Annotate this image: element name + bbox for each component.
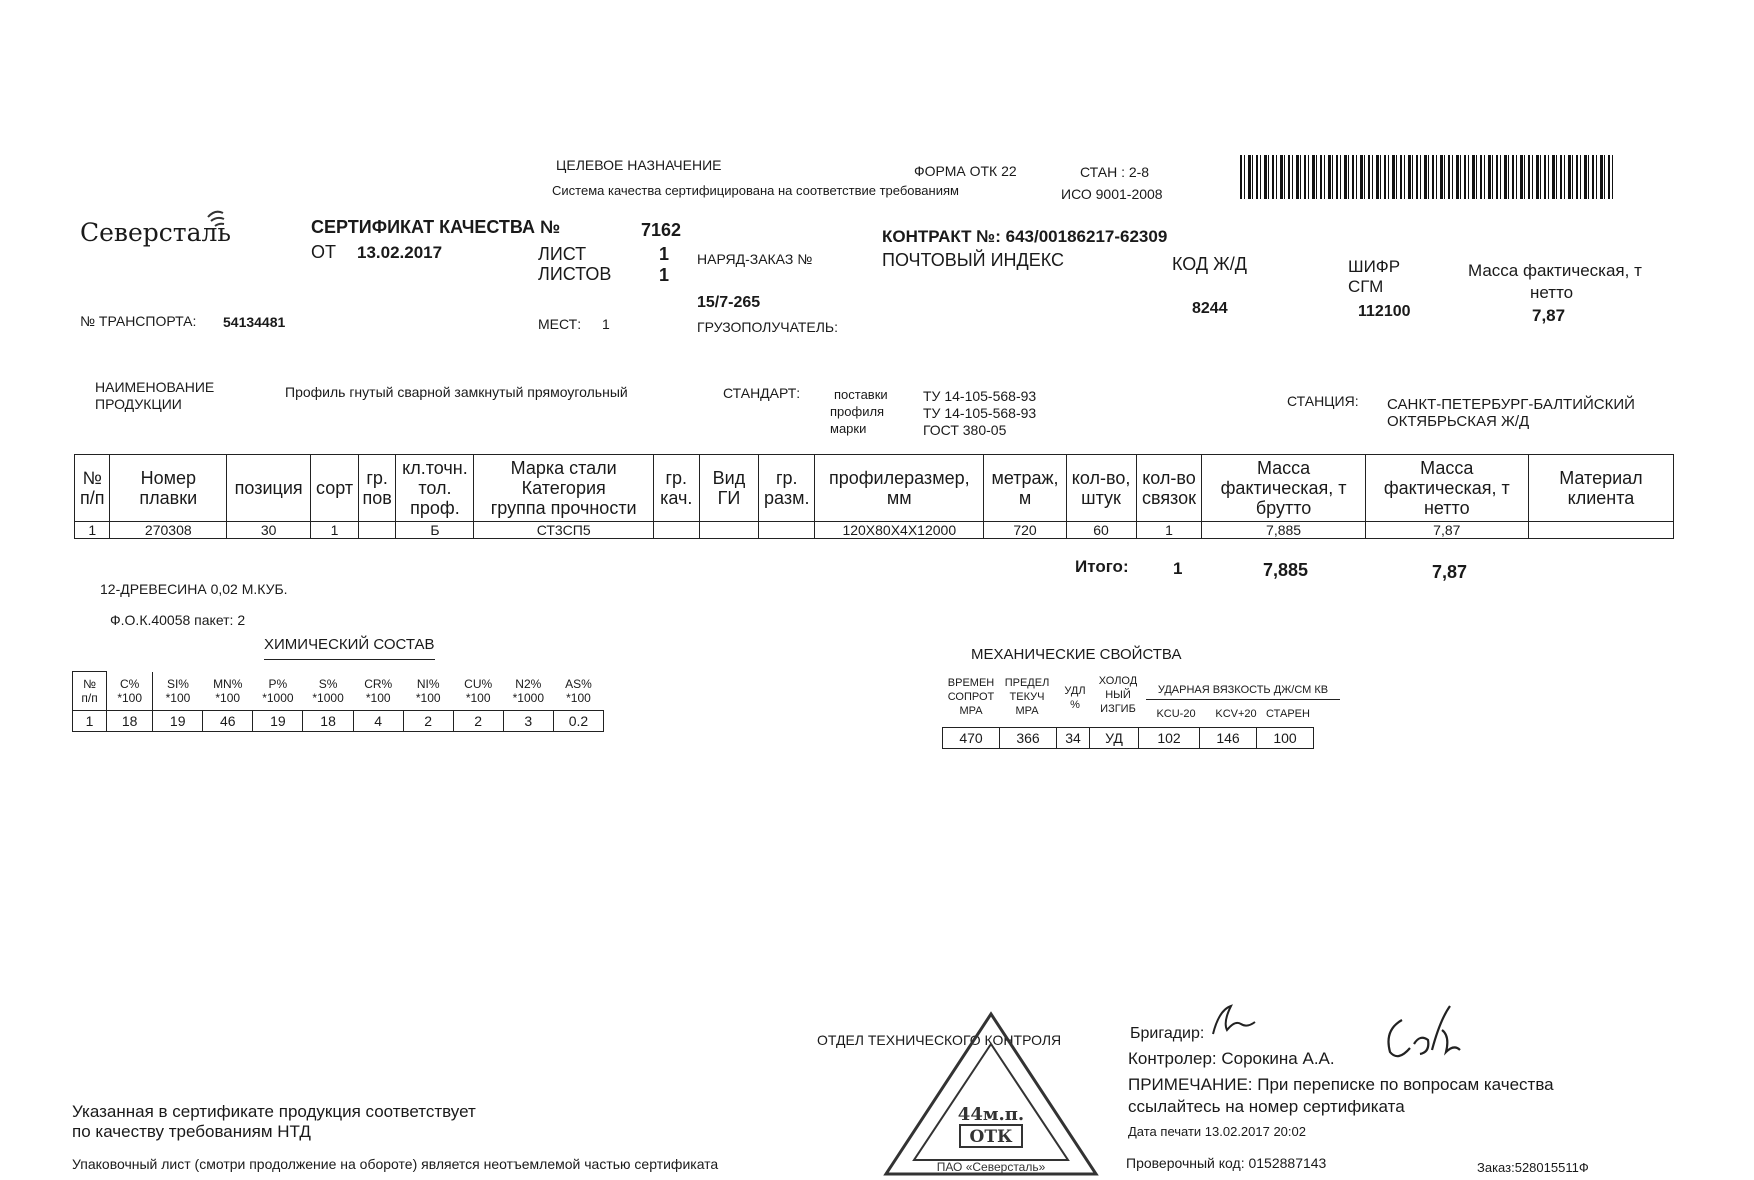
mech-header-yield: ПРЕДЕЛ ТЕКУЧ МРА [1004,677,1050,717]
controller-label: Контролер: Сорокина А.А. [1128,1049,1335,1068]
chem-header-cu: CU% *100 [464,676,493,705]
mech-value: УД [1090,728,1139,749]
supply-label: поставки [834,387,888,402]
chem-row-number: 1 [73,711,107,732]
chem-header-ni: NI% *100 [415,676,441,705]
header-cell: позиция [227,455,311,522]
header-cell: гр. пов [358,455,396,522]
check-code: Проверочный код: 0152887143 [1126,1155,1327,1171]
chem-value: 18 [107,711,153,732]
chem-value: 18 [303,711,353,732]
brigadier-signature-icon [1205,1000,1265,1040]
gi-type [699,522,759,539]
impact-aged: СТАРЕН [1266,708,1310,720]
chem-value: 2 [453,711,503,732]
mass-label-net: нетто [1530,283,1574,302]
length: 720 [984,522,1066,539]
postal-index-label: ПОЧТОВЫЙ ИНДЕКС [882,250,1065,270]
mech-header-tensile: ВРЕМЕН СОПРОТ МРА [947,677,995,717]
product-name-label-1: НАИМЕНОВАНИЕ [95,379,215,395]
mech-value: 100 [1257,728,1314,749]
cipher-value: 112100 [1358,303,1411,320]
mech-header-elongation: УДЛ % [1064,685,1086,711]
quality-group [653,522,699,539]
iso-standard: ИСО 9001-2008 [1061,186,1163,202]
header-cell: кол-во, штук [1066,455,1136,522]
chem-header-as: AS% *100 [565,676,592,705]
header-cell: Материал клиента [1528,455,1673,522]
rail-code-label: КОД Ж/Д [1172,254,1247,274]
compliance-text-1: Указанная в сертификате продукция соответствует [72,1102,476,1121]
surface-group [358,522,396,539]
chem-header-mn: MN% *100 [213,676,243,705]
chem-value: 4 [353,711,403,732]
sgm-label: СГМ [1348,277,1384,296]
bundles: 1 [1136,522,1202,539]
profile-label: профиля [830,404,885,419]
stamp-company: ПАО «Северсталь» [936,1160,1046,1174]
note-text-2: ссылайтесь на номер сертификата [1128,1097,1405,1116]
date-prefix: ОТ [311,242,336,262]
cipher-label: ШИФР [1348,257,1401,276]
contract-number: КОНТРАКТ №: 643/00186217-62309 [882,227,1168,246]
header-cell: кол-во связок [1136,455,1202,522]
chem-header-s: S% *1000 [312,676,344,705]
purpose-label: ЦЕЛЕВОЕ НАЗНАЧЕНИЕ [556,157,722,173]
chem-value: 2 [403,711,453,732]
certificate-label: СЕРТИФИКАТ КАЧЕСТВА № [311,217,561,237]
chem-header-cr: CR% *100 [364,676,393,705]
heat-number: 270308 [110,522,227,539]
order-label: НАРЯД-ЗАКАЗ № [697,251,813,267]
impact-kcu: KCU-20 [1156,708,1196,720]
certificate-number: 7162 [641,220,682,240]
station-name: САНКТ-ПЕТЕРБУРГ-БАЛТИЙСКИЙ [1387,396,1635,413]
total-label: Итого: [1075,557,1129,576]
severstal-logo: Северсталь [80,218,232,247]
total-gross: 7,885 [1263,560,1309,580]
chemistry-table [72,671,604,732]
places-value: 1 [602,316,610,332]
chem-value: 3 [503,711,553,732]
net-mass: 7,87 [1365,522,1528,539]
sheet-value: 1 [659,244,670,264]
size-group [759,522,815,539]
header-cell: кл.точн. тол. проф. [396,455,474,522]
stamp-number: 44м.п. [957,1104,1025,1125]
stamp-triangle [886,1014,1096,1174]
impact-strength-label: УДАРНАЯ ВЯЗКОСТЬ ДЖ/СМ КВ [1146,684,1340,700]
order-number: 15/7-265 [697,294,761,311]
chem-value: 19 [253,711,303,732]
chemistry-header [73,672,604,711]
impact-kcv: KCV+20 [1215,708,1257,720]
total-bundles: 1 [1173,559,1183,578]
product-table-row [75,522,1674,539]
mass-value: 7,87 [1532,306,1566,325]
standard-label: СТАНДАРТ: [723,385,801,401]
mech-value: 146 [1200,728,1257,749]
chem-value: 19 [153,711,203,732]
print-date: Дата печати 13.02.2017 20:02 [1128,1124,1306,1139]
position: 30 [227,522,311,539]
header-cell: метраж, м [984,455,1066,522]
grade: 1 [311,522,359,539]
sheets-value: 1 [659,265,670,285]
brigadier-label: Бригадир: [1130,1025,1205,1042]
grade-standard: ГОСТ 380-05 [923,422,1007,438]
profile-standard: ТУ 14-105-568-93 [923,405,1037,421]
form-label: ФОРМА ОТК 22 [914,163,1017,179]
header-cell: гр. кач. [653,455,699,522]
transport-number: 54134481 [223,314,286,330]
header-cell: Номер плавки [110,455,227,522]
mill-label: СТАН : 2-8 [1080,164,1150,180]
mechanics-table [942,727,1314,749]
grade-label: марки [830,421,867,436]
header-cell: Масса фактическая, т брутто [1202,455,1365,522]
chemistry-row [73,711,604,732]
header-cell: сорт [311,455,359,522]
chem-row-header: № п/п [73,672,107,711]
header-cell: № п/п [75,455,110,522]
chem-header-p: P% *1000 [262,676,294,705]
product-table-header [75,455,1674,522]
note-text: ПРИМЕЧАНИЕ: При переписке по вопросам качества [1128,1075,1554,1094]
mech-value: 470 [943,728,1000,749]
header-cell: Масса фактическая, т нетто [1365,455,1528,522]
mech-value: 366 [1000,728,1057,749]
chem-header-n2: N2% *1000 [512,676,544,705]
package-note: Ф.О.К.40058 пакет: 2 [110,612,246,628]
supply-standard: ТУ 14-105-568-93 [923,388,1037,404]
chem-value: 0.2 [553,711,603,732]
stamp-otk: ОТК [969,1127,1013,1147]
places-label: МЕСТ: [538,316,582,332]
otk-stamp [880,1008,1102,1178]
compliance-text-2: по качеству требованиям НТД [72,1122,311,1141]
product-table [74,454,1674,539]
chemistry-title: ХИМИЧЕСКИЙ СОСТАВ [264,636,435,660]
order-code: Заказ:528015511Ф [1477,1160,1589,1175]
controller-signature-icon [1380,1000,1470,1070]
product-name: Профиль гнутый сварной замкнутый прямоугольный [285,384,628,400]
profile-size: 120Х80Х4Х12000 [815,522,984,539]
mass-label: Масса фактическая, т [1468,261,1642,280]
header-cell: профилеразмер, мм [815,455,984,522]
logo-mark-icon [205,207,227,229]
client-material [1528,522,1673,539]
total-net: 7,87 [1432,562,1468,582]
chem-value: 46 [203,711,253,732]
gross-mass: 7,885 [1202,522,1365,539]
header-cell: гр. разм. [759,455,815,522]
barcode [1240,155,1616,199]
packing-list-note: Упаковочный лист (смотри продолжение на обороте) является неотъемлемой частью сертификата [72,1156,719,1172]
mech-value: 102 [1139,728,1200,749]
otk-label: ОТДЕЛ ТЕХНИЧЕСКОГО КОНТРОЛЯ [817,1032,1062,1048]
station-label: СТАНЦИЯ: [1287,393,1359,409]
sheets-label: ЛИСТОВ [538,264,612,284]
transport-label: № ТРАНСПОРТА: [80,313,197,329]
pieces: 60 [1066,522,1136,539]
chem-header-c: C% *100 [107,672,153,711]
wood-note: 12-ДРЕВЕСИНА 0,02 М.КУБ. [100,581,288,597]
header-cell: Вид ГИ [699,455,759,522]
steel-grade: СТ3СП5 [474,522,653,539]
mechanics-row [943,728,1314,749]
accuracy-class: Б [396,522,474,539]
consignee-label: ГРУЗОПОЛУЧАТЕЛЬ: [697,319,838,335]
mechanics-title: МЕХАНИЧЕСКИЕ СВОЙСТВА [971,646,1182,663]
mech-value: 34 [1057,728,1090,749]
row-number: 1 [75,522,110,539]
sheet-label: ЛИСТ [538,244,587,264]
rail-code-value: 8244 [1192,300,1228,317]
certificate-date: 13.02.2017 [357,243,443,262]
header-cell: Марка стали Категория группа прочности [474,455,653,522]
product-name-label-2: ПРОДУКЦИИ [95,396,182,412]
quality-system-text: Система качества сертифицирована на соответствие требованиям [552,183,959,198]
station-railway: ОКТЯБРЬСКАЯ Ж/Д [1387,413,1530,430]
mech-header-bend: ХОЛОД НЫЙ ИЗГИБ [1098,675,1138,715]
chem-header-si: SI% *100 [165,676,191,705]
